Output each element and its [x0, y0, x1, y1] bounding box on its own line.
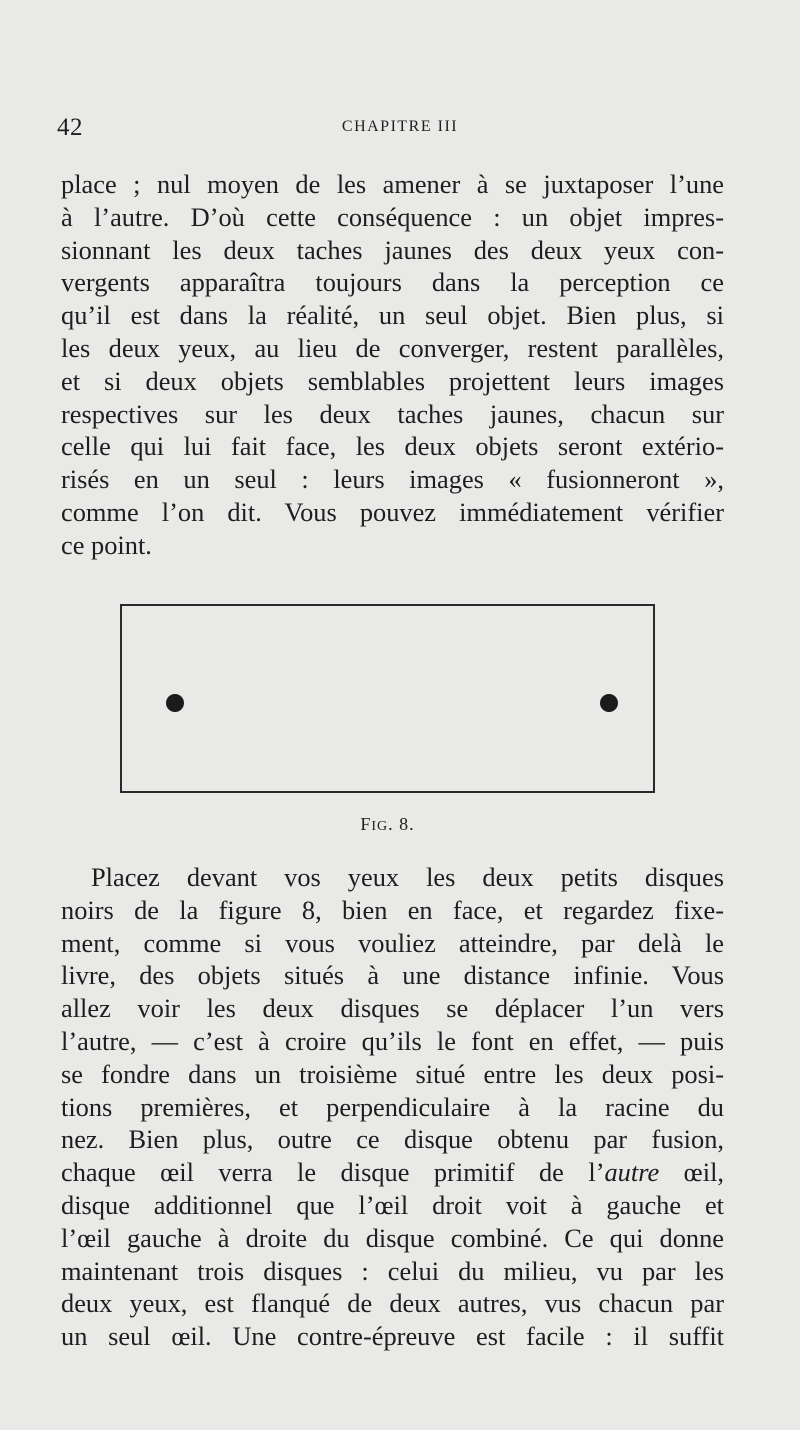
text-line: maintenant trois disques : celui du milieu, vu par les	[61, 1255, 724, 1286]
text-line: l’œil gauche à droite du disque combiné. Ce qui donne	[61, 1222, 724, 1253]
text-line: vergents apparaîtra toujours dans la perception ce	[61, 267, 724, 298]
text-line: place ; nul moyen de les amener à se juxtaposer l’une	[61, 169, 724, 199]
text-line: à l’autre. D’où cette conséquence : un objet impres-	[61, 201, 724, 232]
italic-word: autre	[604, 1157, 660, 1188]
text-line: respectives sur les deux taches jaunes, chacun sur	[61, 398, 724, 429]
figure-8-frame	[120, 604, 655, 793]
text-line: qu’il est dans la réalité, un seul objet. Bien plus, si	[61, 300, 724, 331]
right-black-disc	[600, 694, 618, 712]
text-line: se fondre dans un troisième situé entre les deux posi-	[61, 1058, 724, 1089]
left-black-disc	[166, 694, 184, 712]
text-line: ce point.	[61, 529, 152, 560]
text-line: disque additionnel que l’œil droit voit à gauche et	[61, 1189, 724, 1220]
text-line: comme l’on dit. Vous pouvez immédiatement vérifier	[61, 496, 724, 527]
text-line: noirs de la figure 8, bien en face, et regardez fixe-	[61, 894, 724, 925]
text-segment: œil,	[659, 1157, 725, 1188]
caption-smallcaps: IG	[371, 819, 389, 834]
caption-number: . 8.	[388, 814, 415, 834]
text-line: les deux yeux, au lieu de converger, restent parallèles,	[61, 332, 724, 363]
text-line: deux yeux, est flanqué de deux autres, vus chacun par	[61, 1288, 724, 1319]
figure-caption	[0, 814, 775, 835]
text-line: sionnant les deux taches jaunes des deux yeux con-	[61, 234, 724, 265]
text-line: un seul œil. Une contre-épreuve est facile : il suffit	[61, 1321, 724, 1352]
text-segment: chaque œil verra le disque primitif de l’	[61, 1157, 605, 1188]
text-line: Placez devant vos yeux les deux petits disques	[91, 862, 724, 892]
text-line: tions premières, et perpendiculaire à la racine du	[61, 1091, 724, 1122]
text-line: celle qui lui fait face, les deux objets seront extério-	[61, 431, 724, 462]
text-line: ment, comme si vous vouliez atteindre, par delà le	[61, 927, 724, 958]
text-line: l’autre, — c’est à croire qu’ils le font en effet, — puis	[61, 1025, 724, 1056]
paragraph-2	[61, 861, 724, 1353]
page-number: 42	[57, 114, 83, 141]
text-line-with-italic	[61, 1156, 724, 1189]
text-line: risés en un seul : leurs images « fusionneront »,	[61, 464, 724, 495]
text-line: livre, des objets situés à une distance infinie. Vous	[61, 960, 724, 991]
text-line: allez voir les deux disques se déplacer l’un vers	[61, 993, 724, 1024]
paragraph-1	[61, 168, 724, 562]
text-line: et si deux objets semblables projettent leurs images	[61, 365, 724, 396]
caption-prefix: F	[360, 814, 372, 834]
text-line: nez. Bien plus, outre ce disque obtenu par fusion,	[61, 1124, 724, 1155]
running-title: CHAPITRE III	[341, 118, 459, 135]
